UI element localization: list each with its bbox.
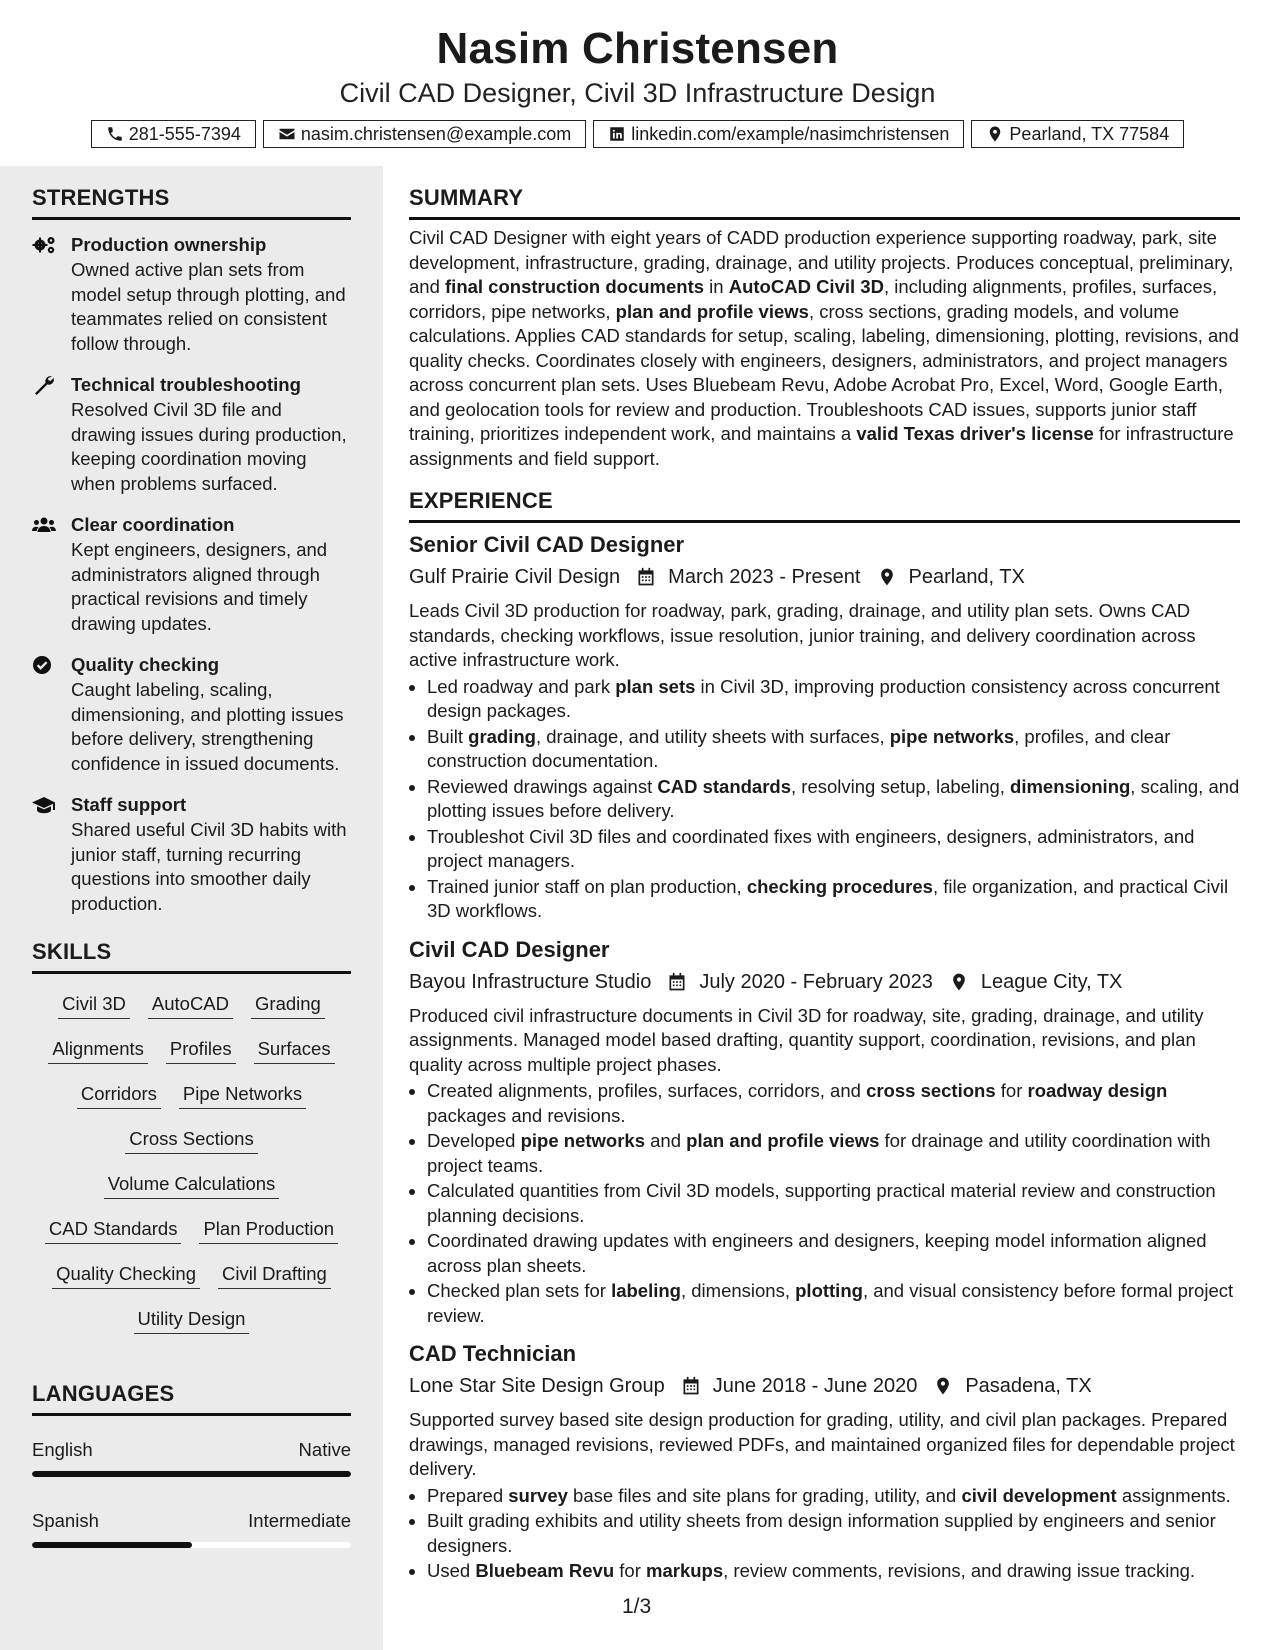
map-pin-icon bbox=[933, 1376, 953, 1396]
languages-heading: LANGUAGES bbox=[32, 1380, 351, 1416]
strength-title: Production ownership bbox=[71, 234, 267, 255]
calendar-icon bbox=[667, 972, 687, 992]
envelope-icon bbox=[278, 125, 296, 143]
job-bullet: • Built grading exhibits and utility sheets from design information supplied by engineers and senior designers. bbox=[427, 1509, 1240, 1558]
candidate-name: Nasim Christensen bbox=[436, 24, 839, 73]
skill-tag: Civil 3D bbox=[58, 992, 130, 1019]
job-bullets bbox=[409, 1484, 1240, 1584]
skill-tag: Civil Drafting bbox=[218, 1262, 331, 1289]
main-content bbox=[409, 166, 1240, 1585]
job-dates: June 2018 - June 2020 bbox=[712, 1375, 918, 1397]
strength-title: Staff support bbox=[71, 794, 187, 815]
graduation-cap-icon bbox=[32, 795, 56, 815]
languages-section bbox=[32, 1380, 351, 1548]
contact-phone[interactable] bbox=[91, 120, 256, 148]
language-level: Intermediate bbox=[248, 1510, 351, 1531]
map-pin-icon bbox=[986, 125, 1004, 143]
summary-section bbox=[409, 184, 1240, 471]
strengths-section bbox=[32, 184, 351, 916]
skill-tag: Cross Sections bbox=[125, 1127, 257, 1154]
job-location: League City, TX bbox=[980, 970, 1123, 993]
map-pin-icon bbox=[877, 567, 897, 587]
skill-tag: Pipe Networks bbox=[179, 1082, 306, 1109]
job-bullet: • Troubleshot Civil 3D files and coordinated fixes with engineers, designers, administrators, and project managers. bbox=[427, 825, 1240, 874]
skills-section bbox=[32, 938, 351, 1334]
job-bullet: • Built grading, drainage, and utility sheets with surfaces, pipe networks, profiles, and clear construction documentation. bbox=[427, 725, 1240, 774]
contact-linkedin-text: linkedin.com/example/nasimchristensen bbox=[631, 123, 950, 144]
job-location: Pearland, TX bbox=[908, 566, 1025, 588]
job-title: Senior Civil CAD Designer bbox=[409, 532, 685, 557]
experience-heading: EXPERIENCE bbox=[409, 487, 1240, 523]
strength-desc: Resolved Civil 3D file and drawing issues during production, keeping coordination moving when problems surfaced. bbox=[71, 399, 347, 494]
job-description: Leads Civil 3D production for roadway, park, grading, drainage, and utility plan sets. Owns CAD standards, checking workflows, issue resolution, junior training, and delivery coordination across active infrastructure work. bbox=[409, 600, 1196, 670]
contact-email[interactable] bbox=[263, 120, 586, 148]
summary-heading: SUMMARY bbox=[409, 184, 1240, 220]
strength-desc: Caught labeling, scaling, dimensioning, and plotting issues before delivery, strengthening confidence in issued documents. bbox=[71, 679, 344, 774]
language-proficiency-bar bbox=[32, 1471, 351, 1477]
skill-tag: AutoCAD bbox=[148, 992, 233, 1019]
phone-icon bbox=[106, 125, 124, 143]
job-bullet: • Created alignments, profiles, surfaces, corridors, and cross sections for roadway design packages and revisions. bbox=[427, 1079, 1240, 1128]
language-level: Native bbox=[298, 1439, 351, 1460]
skill-tag: Volume Calculations bbox=[104, 1172, 280, 1199]
job-bullet: • Led roadway and park plan sets in Civil 3D, improving production consistency across concurrent design packages. bbox=[427, 675, 1240, 724]
job-location: Pasadena, TX bbox=[965, 1375, 1092, 1397]
contact-linkedin[interactable] bbox=[593, 120, 964, 148]
calendar-icon bbox=[636, 567, 656, 587]
job-dates: March 2023 - Present bbox=[668, 566, 861, 588]
job-bullet: • Coordinated drawing updates with engineers and designers, keeping model information aligned across plan sheets. bbox=[427, 1229, 1240, 1278]
language-item bbox=[32, 1438, 351, 1477]
skill-tag: Corridors bbox=[77, 1082, 161, 1109]
job-title: CAD Technician bbox=[409, 1341, 577, 1366]
job-meta bbox=[409, 1372, 1240, 1400]
job-bullet: • Checked plan sets for labeling, dimensions, plotting, and visual consistency before formal project review. bbox=[427, 1279, 1240, 1328]
job-bullet: • Prepared survey base files and site plans for grading, utility, and civil development assignments. bbox=[427, 1484, 1240, 1509]
language-proficiency-fill bbox=[32, 1471, 351, 1477]
job-entry bbox=[409, 531, 1240, 924]
contact-phone-text: 281-555-7394 bbox=[128, 123, 241, 144]
skills-list bbox=[32, 992, 351, 1334]
job-bullet: • Calculated quantities from Civil 3D models, supporting practical material review and construction planning decisions. bbox=[427, 1179, 1240, 1228]
strength-item bbox=[32, 372, 351, 496]
strength-item bbox=[32, 232, 351, 356]
contact-bar bbox=[0, 120, 1275, 148]
experience-section bbox=[409, 487, 1240, 1584]
skill-tag: Grading bbox=[251, 992, 325, 1019]
language-item bbox=[32, 1509, 351, 1548]
skill-tag: Profiles bbox=[166, 1037, 236, 1064]
language-proficiency-fill bbox=[32, 1542, 192, 1548]
strength-title: Quality checking bbox=[71, 654, 220, 675]
strengths-list bbox=[32, 232, 351, 916]
job-bullet: • Used Bluebeam Revu for markups, review comments, revisions, and drawing issue tracking. bbox=[427, 1559, 1240, 1584]
strength-title: Technical troubleshooting bbox=[71, 374, 301, 395]
job-meta bbox=[409, 968, 1240, 996]
skill-tag: Quality Checking bbox=[52, 1262, 200, 1289]
skill-tag: Alignments bbox=[48, 1037, 148, 1064]
job-description: Produced civil infrastructure documents in Civil 3D for roadway, site, grading, drainage, and utility assignments. Managed model based drafting, quantity support, coordination, revisions, and plan quality across multiple project phases. bbox=[409, 1004, 1204, 1075]
skills-heading: SKILLS bbox=[32, 938, 351, 974]
job-company: Gulf Prairie Civil Design bbox=[409, 566, 621, 588]
job-bullets bbox=[409, 675, 1240, 924]
candidate-title: Civil CAD Designer, Civil 3D Infrastructure Design bbox=[339, 78, 936, 108]
strength-desc: Kept engineers, designers, and administrators aligned through practical revisions and timely drawing updates. bbox=[71, 539, 328, 634]
job-dates: July 2020 - February 2023 bbox=[699, 970, 933, 993]
linkedin-icon bbox=[608, 125, 626, 143]
users-icon bbox=[32, 515, 56, 535]
gears-icon bbox=[32, 235, 56, 255]
skill-tag: Plan Production bbox=[199, 1217, 338, 1244]
job-company: Bayou Infrastructure Studio bbox=[409, 970, 652, 993]
contact-location bbox=[971, 120, 1184, 148]
job-entry bbox=[409, 1340, 1240, 1584]
strength-item bbox=[32, 512, 351, 636]
job-entry bbox=[409, 936, 1240, 1329]
language-name: Spanish bbox=[32, 1510, 99, 1531]
job-company: Lone Star Site Design Group bbox=[409, 1375, 665, 1397]
wrench-icon bbox=[32, 375, 56, 395]
check-circle-icon bbox=[32, 655, 56, 675]
skill-tag: Utility Design bbox=[134, 1307, 250, 1334]
job-title: Civil CAD Designer bbox=[409, 936, 610, 962]
contact-email-text: nasim.christensen@example.com bbox=[300, 123, 572, 144]
job-bullets bbox=[409, 1079, 1240, 1328]
job-meta bbox=[409, 563, 1240, 591]
strength-desc: Shared useful Civil 3D habits with junior staff, turning recurring questions into smoother daily production. bbox=[71, 819, 347, 914]
skill-tag: CAD Standards bbox=[45, 1217, 182, 1244]
calendar-icon bbox=[681, 1376, 701, 1396]
strengths-heading: STRENGTHS bbox=[32, 184, 351, 220]
strength-title: Clear coordination bbox=[71, 514, 235, 535]
strength-desc: Owned active plan sets from model setup through plotting, and teammates relied on consistent follow through. bbox=[71, 259, 346, 354]
job-bullet: • Trained junior staff on plan production, checking procedures, file organization, and practical Civil 3D workflows. bbox=[427, 875, 1240, 924]
sidebar bbox=[0, 166, 383, 1650]
strength-item bbox=[32, 792, 351, 916]
page-number: 1/3 bbox=[622, 1595, 652, 1618]
map-pin-icon bbox=[949, 972, 969, 992]
job-bullet: • Reviewed drawings against CAD standards, resolving setup, labeling, dimensioning, scaling, and plotting issues before delivery. bbox=[427, 775, 1240, 824]
language-proficiency-bar bbox=[32, 1542, 351, 1548]
language-name: English bbox=[32, 1439, 93, 1460]
job-description: Supported survey based site design production for grading, utility, and civil plan packages. Prepared drawings, managed revisions, reviewed PDFs, and maintained organized files for dependable project delivery. bbox=[409, 1409, 1235, 1479]
contact-location-text: Pearland, TX 77584 bbox=[1009, 123, 1170, 144]
skill-tag: Surfaces bbox=[254, 1037, 335, 1064]
resume-header bbox=[0, 0, 1275, 148]
summary-text: Civil CAD Designer with eight years of CADD production experience supporting roadway, park, site development, infrastructure, grading, drainage, and utility projects. Produces conceptual, preliminary, and final construction documents in AutoCAD Civil 3D, including alignments, profiles, surfaces, corridors, pipe networks, plan and profile views, cross sections, grading models, and volume calculations. Applies CAD standards for setup, scaling, labeling, dimensioning, plotting, revisions, and quality checks. Coordinates closely with engineers, designers, administrators, and project managers across concurrent plan sets. Uses Bluebeam Revu, Adobe Acrobat Pro, Excel, Word, Google Earth, and geolocation tools for review and production. Troubleshoots CAD issues, supports junior staff training, prioritizes independent work, and maintains a valid Texas driver's license for infrastructure assignments and field support. bbox=[409, 227, 1239, 469]
strength-item bbox=[32, 652, 351, 776]
job-bullet: • Developed pipe networks and plan and profile views for drainage and utility coordination with project teams. bbox=[427, 1129, 1240, 1178]
